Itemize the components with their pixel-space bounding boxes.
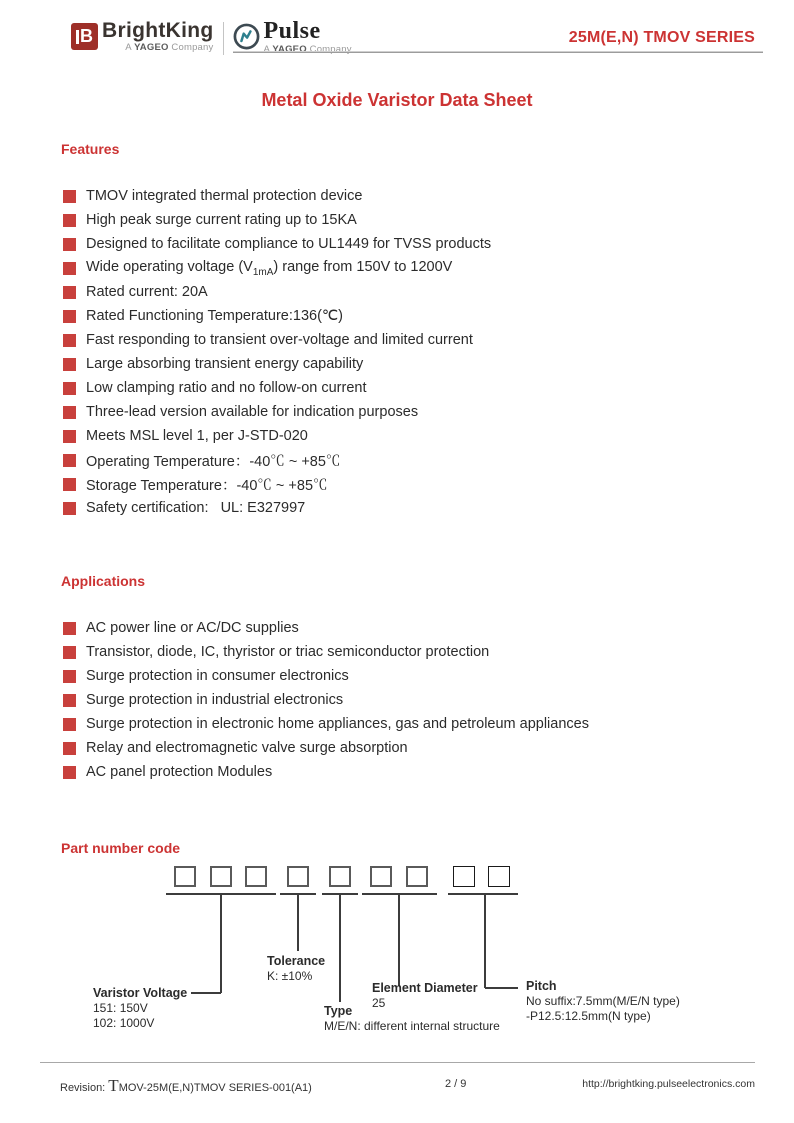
feature-item [63,448,491,472]
leader-elbow-pitch [485,987,518,989]
feature-item [63,208,491,232]
feature-text: Storage Temperature：-40℃ ~ +85℃ [86,477,328,494]
application-item [63,640,589,664]
series-title: 25M(E,N) TMOV SERIES [568,29,755,46]
label-line: M/E/N: different internal structure [324,1019,500,1033]
application-text: Surge protection in electronic home appliances, gas and petroleum appliances [86,716,589,732]
feature-item [63,304,491,328]
bullet-square-icon [63,622,76,635]
application-item [63,616,589,640]
code-digit-box [370,866,392,887]
brightking-logo-icon [71,23,98,50]
bullet-square-icon [63,262,76,275]
feature-item [63,472,491,496]
leader-line-type [339,894,341,1002]
part-number-heading: Part number code [61,840,181,856]
bullet-square-icon [63,742,76,755]
feature-item [63,400,491,424]
pulse-logo [233,19,351,55]
tagline-company: Company [306,44,352,55]
tagline-yageo: YAGEO [272,44,307,55]
label-line: 25 [372,996,386,1010]
feature-text-subscript: 1mA [252,266,274,278]
leader-line-tolerance [297,894,299,951]
code-digit-box [488,866,510,887]
brightking-name: BrightKing [102,19,214,42]
application-text: Transistor, diode, IC, thyristor or triac semiconductor protection [86,644,490,660]
bullet-square-icon [63,502,76,515]
feature-item [63,232,491,256]
feature-text: Designed to facilitate compliance to UL1449 for TVSS products [86,236,492,252]
leader-line-varistor-voltage [220,894,222,993]
label-line: K: ±10% [267,969,313,983]
feature-text: Safety certification: UL: E327997 [86,500,306,516]
brightking-logo [71,19,213,53]
application-text: Relay and electromagnetic valve surge absorption [86,740,408,756]
feature-item [63,328,491,352]
footer-rule [40,1062,755,1063]
tagline-a: A [125,42,135,53]
feature-text: Operating Temperature：-40℃ ~ +85℃ [86,453,341,470]
group-underline-element-diameter [362,893,437,895]
code-digit-box [406,866,428,887]
applications-heading: Applications [61,573,146,589]
leader-elbow-varistor-voltage [191,992,221,994]
feature-item [63,256,491,280]
label-line: 151: 150V [93,1001,148,1015]
application-item [63,760,589,784]
label-varistor-voltage [93,986,187,1031]
brightking-icon-bar [76,30,79,44]
bullet-square-icon [63,430,76,443]
label-pitch [526,979,680,1024]
feature-text-post: ) range from 150V to 1200V [273,258,453,275]
label-title: Pitch [526,979,557,993]
header-rule [233,51,763,53]
bullet-square-icon [63,718,76,731]
label-line: No suffix:7.5mm(M/E/N type) [526,994,680,1008]
feature-text [86,259,452,278]
application-text: Surge protection in consumer electronics [86,668,349,684]
label-title: Type [324,1004,353,1018]
label-element-diameter [372,981,478,1011]
application-text: Surge protection in industrial electronics [86,692,344,708]
features-list [63,184,491,520]
feature-item [63,184,491,208]
label-tolerance [267,954,325,984]
bullet-square-icon [63,454,76,467]
feature-text: Rated current: 20A [86,284,208,300]
tagline-yageo: YAGEO [134,42,169,53]
bullet-square-icon [63,190,76,203]
feature-text: TMOV integrated thermal protection device [86,188,363,204]
label-title: Tolerance [267,954,326,968]
applications-list [63,616,589,784]
feature-text: Large absorbing transient energy capability [86,356,364,372]
code-digit-box [174,866,196,887]
application-text: AC power line or AC/DC supplies [86,620,299,636]
bullet-square-icon [63,478,76,491]
leader-line-pitch [484,894,486,988]
feature-text: High peak surge current rating up to 15KA [86,212,357,228]
part-number-diagram [0,860,794,1050]
application-item [63,712,589,736]
brightking-icon-letter: B [80,26,93,46]
bullet-square-icon [63,670,76,683]
label-title: Varistor Voltage [93,986,188,1000]
pulse-tagline [263,44,351,55]
application-item [63,664,589,688]
feature-item [63,352,491,376]
code-digit-box [210,866,232,887]
footer-revision [60,1076,312,1096]
bullet-square-icon [63,310,76,323]
application-item [63,688,589,712]
code-digit-box [329,866,351,887]
footer-url: http://brightking.pulseelectronics.com [582,1078,755,1090]
code-digit-box [287,866,309,887]
feature-text: Rated Functioning Temperature:136(℃) [86,308,344,324]
code-digit-box [453,866,475,887]
header-logos [71,19,352,55]
feature-text-pre: Wide operating voltage (V [86,258,253,275]
feature-text: Fast responding to transient over-voltage and limited current [86,332,473,348]
feature-item [63,280,491,304]
feature-text: Meets MSL level 1, per J-STD-020 [86,428,308,444]
bullet-square-icon [63,238,76,251]
footer-page-number: 2 / 9 [445,1078,467,1090]
revision-label: Revision: [60,1082,109,1094]
application-text: AC panel protection Modules [86,764,273,780]
code-digit-box [245,866,267,887]
revision-number-initial: T [108,1076,119,1095]
bullet-square-icon [63,334,76,347]
pulse-logotype [263,19,351,55]
brightking-logotype [102,19,213,53]
bullet-square-icon [63,358,76,371]
bullet-square-icon [63,286,76,299]
leader-line-element-diameter [398,894,400,986]
logo-divider [223,22,224,55]
label-title: Element Diameter [372,981,478,995]
label-line: -P12.5:12.5mm(N type) [526,1009,651,1023]
feature-item [63,496,491,520]
label-line: 102: 1000V [93,1016,155,1030]
group-underline-pitch [448,893,518,895]
bullet-square-icon [63,214,76,227]
bullet-square-icon [63,382,76,395]
page-title: Metal Oxide Varistor Data Sheet [261,90,533,110]
application-item [63,736,589,760]
feature-item [63,424,491,448]
feature-item [63,376,491,400]
pulse-logo-icon [233,23,260,50]
tagline-company: Company [168,42,214,53]
bullet-square-icon [63,406,76,419]
bullet-square-icon [63,694,76,707]
feature-text: Low clamping ratio and no follow-on current [86,380,367,396]
revision-number: MOV-25M(E,N)TMOV SERIES-001(A1) [118,1082,312,1094]
pulse-name: Pulse [263,18,321,44]
bullet-square-icon [63,646,76,659]
feature-text: Three-lead version available for indication purposes [86,404,419,420]
brightking-tagline [102,42,213,53]
features-heading: Features [61,141,120,157]
tagline-a: A [263,44,273,55]
bullet-square-icon [63,766,76,779]
